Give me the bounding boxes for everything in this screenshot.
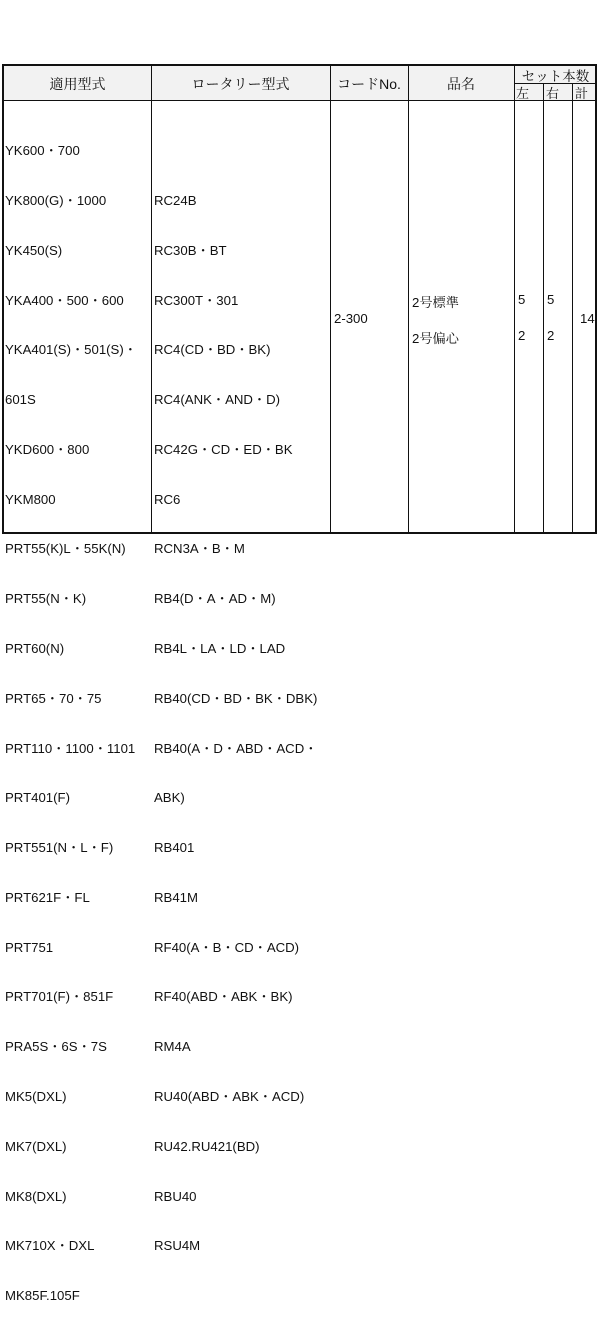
list-item: RC6 bbox=[154, 491, 181, 507]
list-item: PRT621F・FL bbox=[5, 889, 90, 905]
header-left: 左 bbox=[516, 86, 530, 101]
list-item: PRT701(F)・851F bbox=[5, 989, 114, 1005]
list-item: PRT65・70・75 bbox=[5, 690, 102, 706]
list-item: RB40(CD・BD・BK・DBK) bbox=[154, 690, 318, 706]
list-item: RCN3A・B・M bbox=[154, 541, 245, 557]
col-divider bbox=[572, 83, 573, 532]
list-item: YK600・700 bbox=[5, 143, 80, 159]
col-divider bbox=[151, 66, 152, 532]
list-item: PRT551(N・L・F) bbox=[5, 840, 114, 856]
rotary-models-list bbox=[154, 110, 317, 1288]
list-item: RB4L・LA・LD・LAD bbox=[154, 641, 286, 656]
list-item: MK710X・DXL bbox=[5, 1238, 95, 1254]
col-divider bbox=[408, 66, 409, 532]
list-item: PRT401(F) bbox=[5, 790, 70, 806]
list-item: RB401 bbox=[154, 840, 195, 856]
list-item: MK5(DXL) bbox=[5, 1089, 67, 1105]
list-item: PRA5S・6S・7S bbox=[5, 1039, 107, 1055]
col-divider bbox=[514, 66, 515, 532]
list-item: YK450(S) bbox=[5, 242, 63, 258]
total-count: 14 bbox=[580, 311, 595, 326]
list-item: YK800(G)・1000 bbox=[5, 192, 107, 208]
list-item: PRT60(N) bbox=[5, 641, 65, 656]
list-item: PRT55(K)L・55K(N) bbox=[5, 541, 126, 557]
list-item: RC4(CD・BD・BK) bbox=[154, 342, 271, 358]
list-item: RBU40 bbox=[154, 1188, 197, 1204]
code-no-value: 2-300 bbox=[334, 311, 368, 326]
list-item: YKD600・800 bbox=[5, 441, 90, 457]
left-count-eccentric: 2 bbox=[518, 328, 526, 343]
product-name-standard: 2号標準 bbox=[412, 295, 459, 310]
list-item: RU42.RU421(BD) bbox=[154, 1138, 260, 1154]
header-applicable-model: 適用型式 bbox=[49, 75, 106, 92]
header-code-no: コードNo. bbox=[337, 75, 401, 92]
header-set-count: セット本数 bbox=[521, 68, 590, 84]
list-item: RF40(A・B・CD・ACD) bbox=[154, 939, 300, 955]
product-name-eccentric: 2号偏心 bbox=[412, 331, 459, 346]
header-product-name: 品名 bbox=[447, 75, 475, 92]
list-item bbox=[154, 143, 317, 160]
list-item: RC24B bbox=[154, 192, 197, 208]
list-item: RC4(ANK・AND・D) bbox=[154, 392, 281, 408]
list-item: PRT751 bbox=[5, 939, 54, 955]
list-item: YKM800 bbox=[5, 491, 56, 507]
list-item: YKA401(S)・501(S)・ bbox=[5, 342, 137, 358]
list-item: RC30B・BT bbox=[154, 242, 227, 258]
col-divider bbox=[543, 83, 544, 532]
parts-table bbox=[2, 64, 597, 1304]
left-count-standard: 5 bbox=[518, 292, 526, 307]
list-item: PRT110・1100・1101 bbox=[5, 740, 136, 756]
list-item: RB41M bbox=[154, 889, 198, 905]
applicable-models-list bbox=[5, 110, 137, 1338]
list-item: RF40(ABD・ABK・BK) bbox=[154, 989, 293, 1005]
list-item: 601S bbox=[5, 392, 36, 408]
header-total: 計 bbox=[575, 86, 589, 101]
col-divider bbox=[330, 66, 331, 532]
list-item: RU40(ABD・ABK・ACD) bbox=[154, 1089, 305, 1105]
list-item: YKA400・500・600 bbox=[5, 292, 124, 308]
right-count-standard: 5 bbox=[547, 292, 555, 307]
list-item: MK8(DXL) bbox=[5, 1188, 67, 1204]
right-count-eccentric: 2 bbox=[547, 328, 555, 343]
header-rotary-model: ロータリー型式 bbox=[191, 75, 290, 92]
list-item: RB4(D・A・AD・M) bbox=[154, 591, 276, 607]
list-item: RC300T・301 bbox=[154, 292, 239, 308]
list-item: RSU4M bbox=[154, 1238, 201, 1254]
list-item: PRT55(N・K) bbox=[5, 591, 87, 607]
list-item: MK85F.105F bbox=[5, 1288, 80, 1304]
list-item: RB40(A・D・ABD・ACD・ bbox=[154, 740, 318, 756]
list-item: MK7(DXL) bbox=[5, 1138, 67, 1154]
header-right: 右 bbox=[546, 86, 560, 101]
list-item: RM4A bbox=[154, 1039, 191, 1055]
list-item: ABK) bbox=[154, 790, 185, 806]
list-item: RC42G・CD・ED・BK bbox=[154, 441, 293, 457]
